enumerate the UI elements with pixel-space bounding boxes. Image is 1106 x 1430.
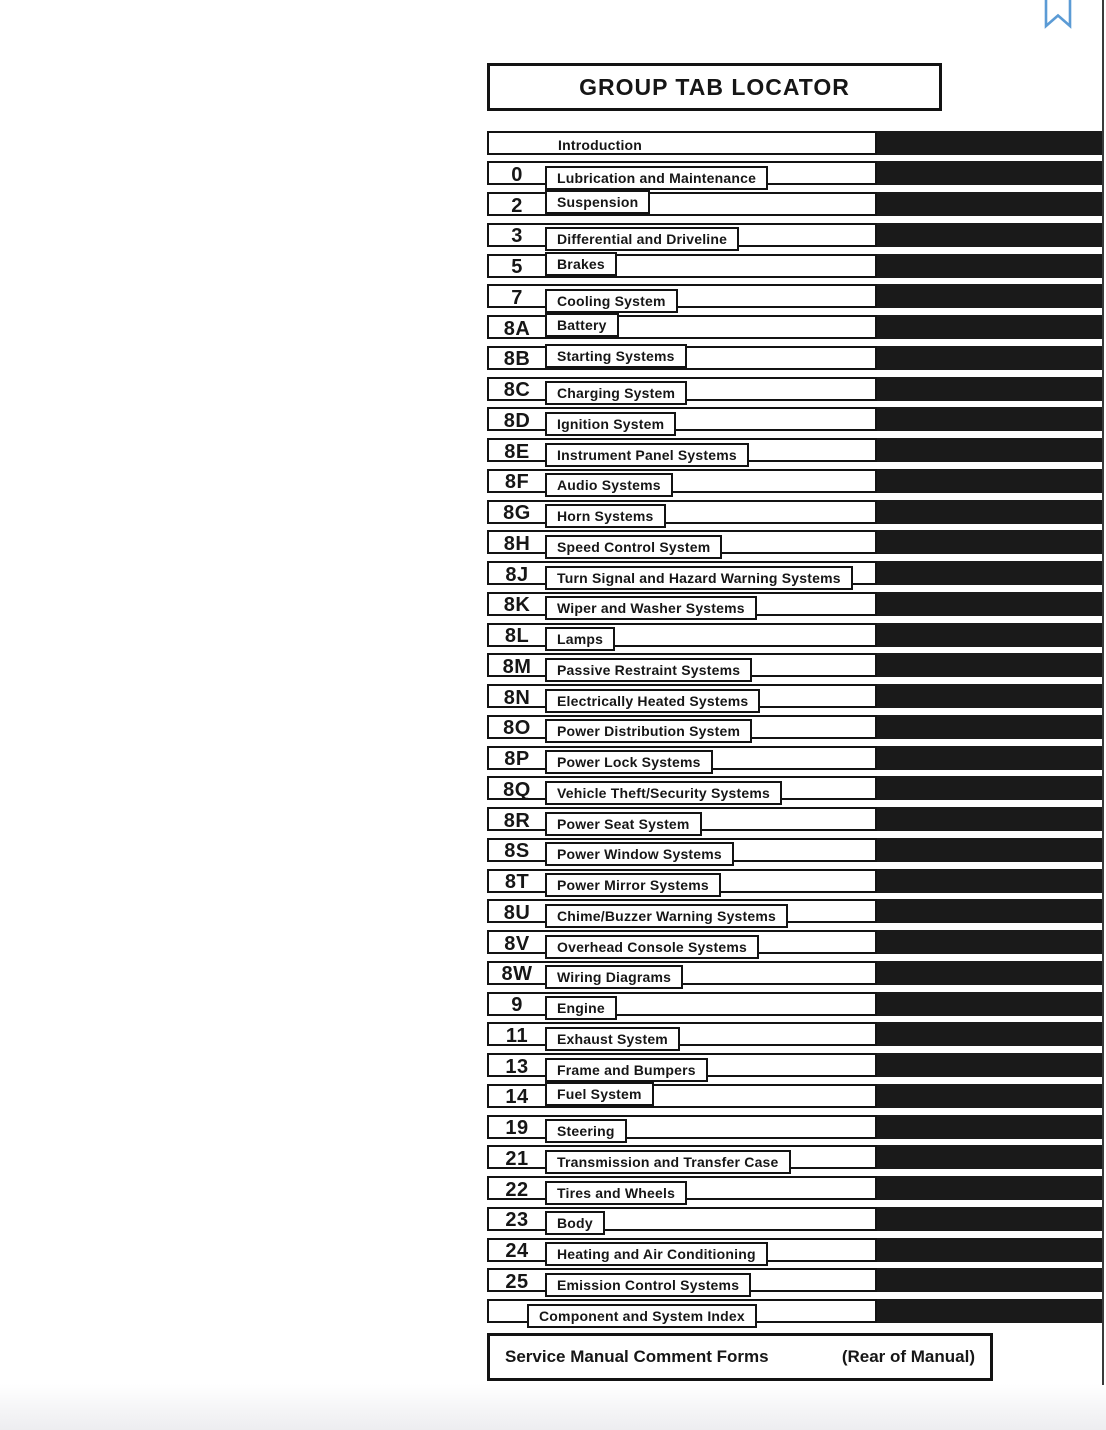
group-tab-marker	[877, 1115, 1103, 1139]
row-band	[487, 1053, 877, 1077]
group-label: Exhaust System	[545, 1027, 680, 1051]
group-code: 8B	[503, 348, 531, 371]
group-tab-marker	[877, 1084, 1103, 1108]
group-code: 8G	[503, 502, 531, 524]
row-band	[487, 1299, 877, 1323]
group-row	[487, 192, 1103, 216]
comment-forms-box	[487, 1333, 993, 1381]
group-label: Power Lock Systems	[545, 750, 713, 774]
row-band	[487, 807, 877, 831]
row-band	[487, 1207, 877, 1231]
row-band	[487, 561, 877, 585]
group-tab-marker	[877, 623, 1103, 647]
group-row	[487, 1207, 1103, 1231]
group-tab-marker	[877, 961, 1103, 985]
group-code: 8F	[504, 471, 530, 494]
group-label: Lubrication and Maintenance	[545, 166, 768, 190]
group-row	[487, 315, 1103, 339]
group-row	[487, 930, 1103, 954]
group-code: 13	[505, 1055, 529, 1078]
group-code: 14	[505, 1086, 529, 1109]
row-band	[487, 254, 877, 278]
row-band	[487, 377, 877, 401]
group-row	[487, 1238, 1103, 1262]
group-label: Power Window Systems	[545, 842, 734, 866]
row-band	[487, 315, 877, 339]
page-bottom-shadow	[0, 1384, 1106, 1430]
group-label: Battery	[545, 313, 619, 337]
row-band	[487, 1084, 877, 1108]
group-label: Charging System	[545, 381, 687, 405]
group-label: Power Distribution System	[545, 719, 752, 743]
group-label: Vehicle Theft/Security Systems	[545, 781, 782, 805]
group-tab-marker	[877, 192, 1103, 216]
group-code: 9	[511, 994, 523, 1016]
group-row	[487, 869, 1103, 893]
group-tab-marker	[877, 653, 1103, 677]
group-code: 23	[505, 1209, 529, 1232]
group-label: Horn Systems	[545, 504, 666, 528]
bookmark-icon[interactable]	[1043, 0, 1073, 32]
row-band	[487, 1115, 877, 1139]
group-row	[487, 1176, 1103, 1200]
group-tab-marker	[877, 1145, 1103, 1169]
group-code: 8T	[504, 871, 530, 893]
group-row	[487, 254, 1103, 278]
group-rows-list	[487, 131, 1103, 1324]
group-code: 8N	[503, 686, 531, 709]
group-label: Instrument Panel Systems	[545, 443, 749, 467]
group-code: 0	[511, 163, 523, 186]
group-tab-marker	[877, 346, 1103, 370]
group-tab-marker	[877, 315, 1103, 339]
group-tab-marker	[877, 530, 1103, 554]
group-row	[487, 284, 1103, 308]
group-label: Electrically Heated Systems	[545, 689, 760, 713]
group-row	[487, 715, 1103, 739]
group-code: 8E	[504, 440, 530, 463]
group-label: Differential and Driveline	[545, 227, 739, 251]
group-row	[487, 776, 1103, 800]
group-code: 8O	[503, 717, 531, 740]
group-tab-marker	[877, 684, 1103, 708]
group-label: Passive Restraint Systems	[545, 658, 752, 682]
comment-forms-label: Service Manual Comment Forms	[505, 1347, 769, 1366]
group-row	[487, 653, 1103, 677]
group-code: 8P	[504, 748, 530, 770]
group-row	[487, 469, 1103, 493]
group-label: Audio Systems	[545, 473, 673, 497]
page-title: GROUP TAB LOCATOR	[579, 73, 850, 100]
group-label: Wiper and Washer Systems	[545, 596, 757, 620]
row-band	[487, 623, 877, 647]
group-code: 22	[505, 1178, 529, 1201]
group-tab-marker	[877, 223, 1103, 247]
group-row	[487, 500, 1103, 524]
group-row	[487, 1299, 1103, 1323]
group-label: Component and System Index	[527, 1304, 757, 1328]
row-band	[487, 284, 877, 308]
group-tab-marker	[877, 1268, 1103, 1292]
group-row	[487, 592, 1103, 616]
group-tab-marker	[877, 1207, 1103, 1231]
row-band	[487, 1238, 877, 1262]
row-band	[487, 899, 877, 923]
row-band	[487, 746, 877, 770]
group-label: Ignition System	[545, 412, 676, 436]
row-band	[487, 684, 877, 708]
group-label: Power Mirror Systems	[545, 873, 721, 897]
group-code: 24	[505, 1240, 529, 1262]
group-row	[487, 131, 1103, 155]
group-code: 8D	[503, 409, 531, 432]
group-code: 8L	[504, 625, 530, 647]
group-row	[487, 838, 1103, 862]
row-band	[487, 1022, 877, 1046]
group-tab-marker	[877, 1053, 1103, 1077]
group-code: 8A	[503, 317, 531, 340]
row-band	[487, 346, 877, 370]
group-row	[487, 746, 1103, 770]
group-tab-marker	[877, 377, 1103, 401]
group-row	[487, 161, 1103, 185]
row-band	[487, 500, 877, 524]
group-row	[487, 223, 1103, 247]
group-row	[487, 377, 1103, 401]
group-tab-marker	[877, 254, 1103, 278]
row-band	[487, 961, 877, 985]
row-band	[487, 715, 877, 739]
group-label: Brakes	[545, 252, 617, 276]
row-band	[487, 869, 877, 893]
row-band	[487, 223, 877, 247]
group-code: 21	[505, 1147, 529, 1170]
group-code: 8H	[503, 532, 531, 555]
group-code: 8K	[503, 594, 531, 617]
group-row	[487, 1084, 1103, 1108]
group-tab-marker	[877, 284, 1103, 308]
group-code: 2	[511, 194, 523, 217]
group-label: Wiring Diagrams	[545, 965, 683, 989]
group-code: 19	[505, 1117, 529, 1139]
group-row	[487, 992, 1103, 1016]
group-tab-marker	[877, 407, 1103, 431]
group-label: Engine	[545, 996, 617, 1020]
group-label: Tires and Wheels	[545, 1181, 687, 1205]
row-band	[487, 930, 877, 954]
row-band	[487, 838, 877, 862]
group-label: Heating and Air Conditioning	[545, 1242, 768, 1266]
group-row	[487, 684, 1103, 708]
group-label: Transmission and Transfer Case	[545, 1150, 791, 1174]
group-code: 25	[505, 1270, 529, 1293]
group-tab-marker	[877, 930, 1103, 954]
group-code: 8J	[505, 563, 529, 586]
group-label: Speed Control System	[545, 535, 722, 559]
group-code: 8C	[503, 379, 531, 401]
group-code: 8U	[503, 901, 531, 924]
row-band	[487, 1268, 877, 1292]
group-row	[487, 346, 1103, 370]
group-code: 8V	[504, 932, 530, 955]
group-tab-marker	[877, 869, 1103, 893]
group-row	[487, 561, 1103, 585]
group-label: Emission Control Systems	[545, 1273, 751, 1297]
group-row	[487, 961, 1103, 985]
group-code: 3	[511, 225, 523, 248]
group-tab-marker	[877, 807, 1103, 831]
row-band	[487, 438, 877, 462]
group-tab-marker	[877, 131, 1103, 155]
group-row	[487, 899, 1103, 923]
group-code: 8S	[504, 840, 530, 863]
group-row	[487, 623, 1103, 647]
row-band	[487, 592, 877, 616]
group-label: Fuel System	[545, 1082, 654, 1106]
row-band	[487, 469, 877, 493]
group-label: Turn Signal and Hazard Warning Systems	[545, 566, 853, 590]
group-code: 7	[511, 286, 523, 309]
group-label: Frame and Bumpers	[545, 1058, 708, 1082]
group-tab-marker	[877, 469, 1103, 493]
group-tab-locator	[487, 63, 1103, 1381]
group-row	[487, 530, 1103, 554]
group-tab-marker	[877, 746, 1103, 770]
group-code: 5	[511, 256, 523, 278]
group-label: Suspension	[545, 190, 650, 214]
group-tab-marker	[877, 500, 1103, 524]
group-tab-marker	[877, 592, 1103, 616]
group-row	[487, 1145, 1103, 1169]
group-code: 8Q	[503, 778, 531, 801]
group-tab-marker	[877, 715, 1103, 739]
row-band	[487, 530, 877, 554]
group-tab-marker	[877, 1176, 1103, 1200]
group-label: Body	[545, 1211, 605, 1235]
row-band	[487, 992, 877, 1016]
group-label: Cooling System	[545, 289, 678, 313]
row-band	[487, 131, 877, 155]
group-tab-marker	[877, 899, 1103, 923]
group-code: 8R	[503, 809, 531, 832]
group-tab-marker	[877, 1022, 1103, 1046]
row-band	[487, 192, 877, 216]
row-band	[487, 653, 877, 677]
rear-of-manual-label: (Rear of Manual)	[841, 1347, 975, 1366]
group-row	[487, 438, 1103, 462]
group-tab-marker	[877, 438, 1103, 462]
group-tab-marker	[877, 561, 1103, 585]
row-band	[487, 407, 877, 431]
group-row	[487, 1053, 1103, 1077]
group-label: Introduction	[558, 136, 643, 153]
group-label: Lamps	[545, 627, 615, 651]
row-band	[487, 161, 877, 185]
row-band	[487, 776, 877, 800]
group-label: Chime/Buzzer Warning Systems	[545, 904, 788, 928]
group-tab-marker	[877, 1238, 1103, 1262]
group-code: 11	[505, 1024, 529, 1047]
row-band	[487, 1176, 877, 1200]
group-code: 8M	[502, 655, 532, 678]
row-band	[487, 1145, 877, 1169]
group-tab-marker	[877, 838, 1103, 862]
page-title-box	[487, 63, 942, 111]
group-tab-marker	[877, 992, 1103, 1016]
group-tab-marker	[877, 1299, 1103, 1323]
group-row	[487, 407, 1103, 431]
group-tab-marker	[877, 776, 1103, 800]
group-label: Overhead Console Systems	[545, 935, 759, 959]
group-label: Starting Systems	[545, 344, 687, 368]
group-row	[487, 1022, 1103, 1046]
group-row	[487, 807, 1103, 831]
group-label: Steering	[545, 1119, 627, 1143]
group-row	[487, 1115, 1103, 1139]
group-label: Power Seat System	[545, 812, 702, 836]
group-code: 8W	[501, 963, 533, 986]
group-row	[487, 1268, 1103, 1292]
group-tab-marker	[877, 161, 1103, 185]
page-edge-line	[1102, 0, 1104, 1385]
